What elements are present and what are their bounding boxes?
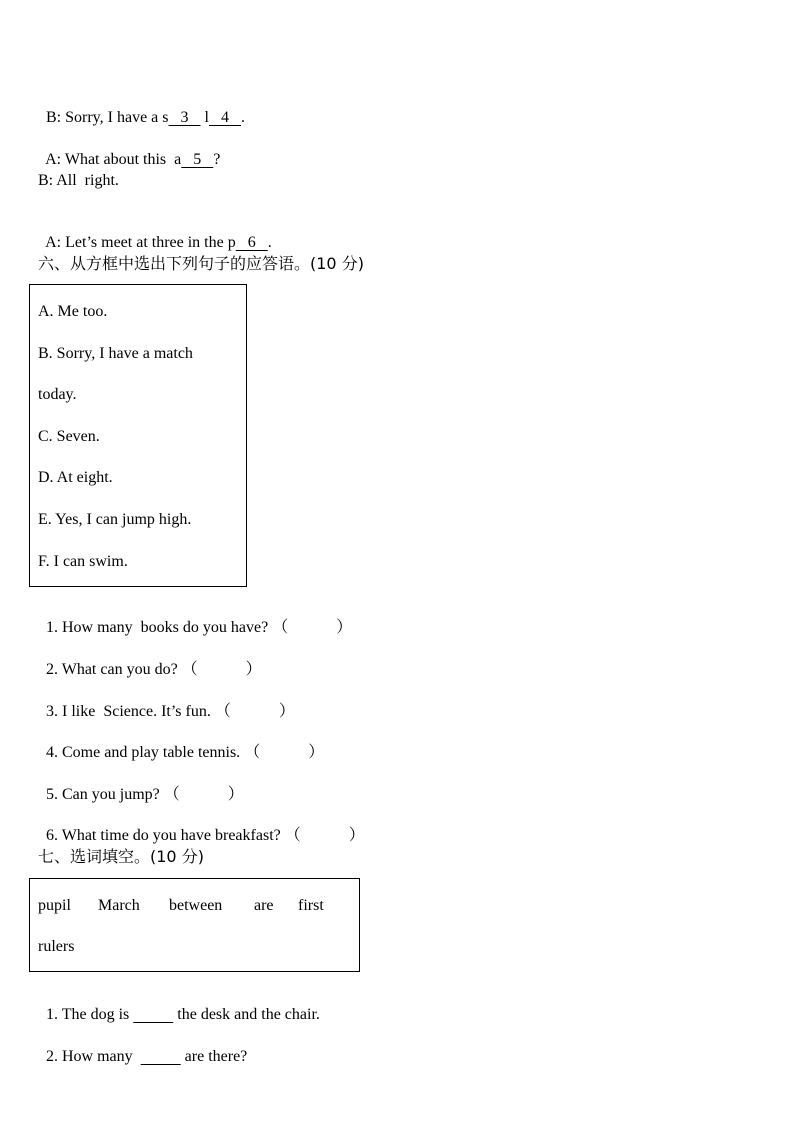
section-6-heading: 六、从方框中选出下列句子的应答语。(10 分)	[38, 254, 364, 273]
answer-paren[interactable]: （ ）	[181, 661, 262, 678]
question-text: 1. The dog is	[46, 1006, 134, 1023]
dialogue-text: ?	[213, 151, 221, 168]
option-a: A. Me too.	[38, 303, 108, 320]
fill-blank[interactable]	[141, 1048, 181, 1065]
answer-paren[interactable]: （ ）	[272, 619, 353, 636]
question-6-4	[38, 723, 324, 763]
word-bank-item: between	[169, 897, 223, 914]
option-f: F. I can swim.	[38, 553, 128, 570]
word-bank-item: March	[98, 897, 140, 914]
answer-blank-4: 4	[208, 109, 241, 126]
question-6-1	[38, 598, 352, 638]
dialogue-text: l	[200, 109, 209, 126]
answer-paren[interactable]: （ ）	[284, 827, 365, 844]
option-c: C. Seven.	[38, 428, 100, 445]
answer-paren[interactable]: （ ）	[244, 744, 325, 761]
question-text: 4. Come and play table tennis.	[46, 744, 241, 761]
section-7-heading: 七、选词填空。(10 分)	[38, 847, 204, 866]
dialogue-text: A: Let’s meet at three in the p	[45, 234, 236, 251]
word-bank-item: pupil	[38, 897, 71, 914]
question-text: 2. What can you do?	[46, 661, 178, 678]
dialogue-line-1	[38, 88, 245, 128]
question-6-6	[38, 806, 365, 846]
dialogue-text: .	[240, 109, 245, 126]
answer-blank-6: 6	[235, 234, 268, 251]
question-6-2	[38, 640, 262, 680]
question-text: 1. How many books do you have?	[46, 619, 269, 636]
question-text: 6. What time do you have breakfast?	[46, 827, 281, 844]
word-bank-row	[38, 937, 74, 957]
question-text: are there?	[180, 1048, 248, 1065]
answer-blank-3: 3	[168, 109, 201, 126]
answer-options-box	[29, 284, 247, 587]
question-6-5	[38, 765, 244, 805]
dialogue-line-4	[38, 213, 272, 253]
dialogue-text: .	[267, 234, 272, 251]
question-text: 3. I like Science. It’s fun.	[46, 703, 211, 720]
question-text: the desk and the chair.	[173, 1006, 320, 1023]
option-b: B. Sorry, I have a match	[38, 345, 193, 362]
word-bank-box	[29, 878, 360, 972]
dialogue-line-2	[38, 130, 220, 170]
option-d: D. At eight.	[38, 469, 113, 486]
dialogue-text: A: What about this a	[45, 151, 182, 168]
dialogue-text: B: Sorry, I have a s	[46, 109, 169, 126]
answer-paren[interactable]: （ ）	[214, 703, 295, 720]
dialogue-line-3: B: All right.	[38, 172, 119, 189]
word-bank-item: first	[298, 897, 324, 914]
word-bank-item: rulers	[38, 938, 75, 955]
answer-paren[interactable]: （ ）	[163, 786, 244, 803]
word-bank-row	[38, 896, 338, 916]
option-e: E. Yes, I can jump high.	[38, 511, 192, 528]
question-7-1	[38, 985, 320, 1025]
answer-blank-5: 5	[181, 151, 214, 168]
option-b-continued: today.	[38, 386, 77, 403]
question-7-2	[38, 1027, 247, 1067]
question-text: 2. How many	[46, 1048, 141, 1065]
question-6-3	[38, 682, 295, 722]
fill-blank[interactable]	[133, 1006, 173, 1023]
question-text: 5. Can you jump?	[46, 786, 160, 803]
word-bank-item: are	[254, 897, 274, 914]
